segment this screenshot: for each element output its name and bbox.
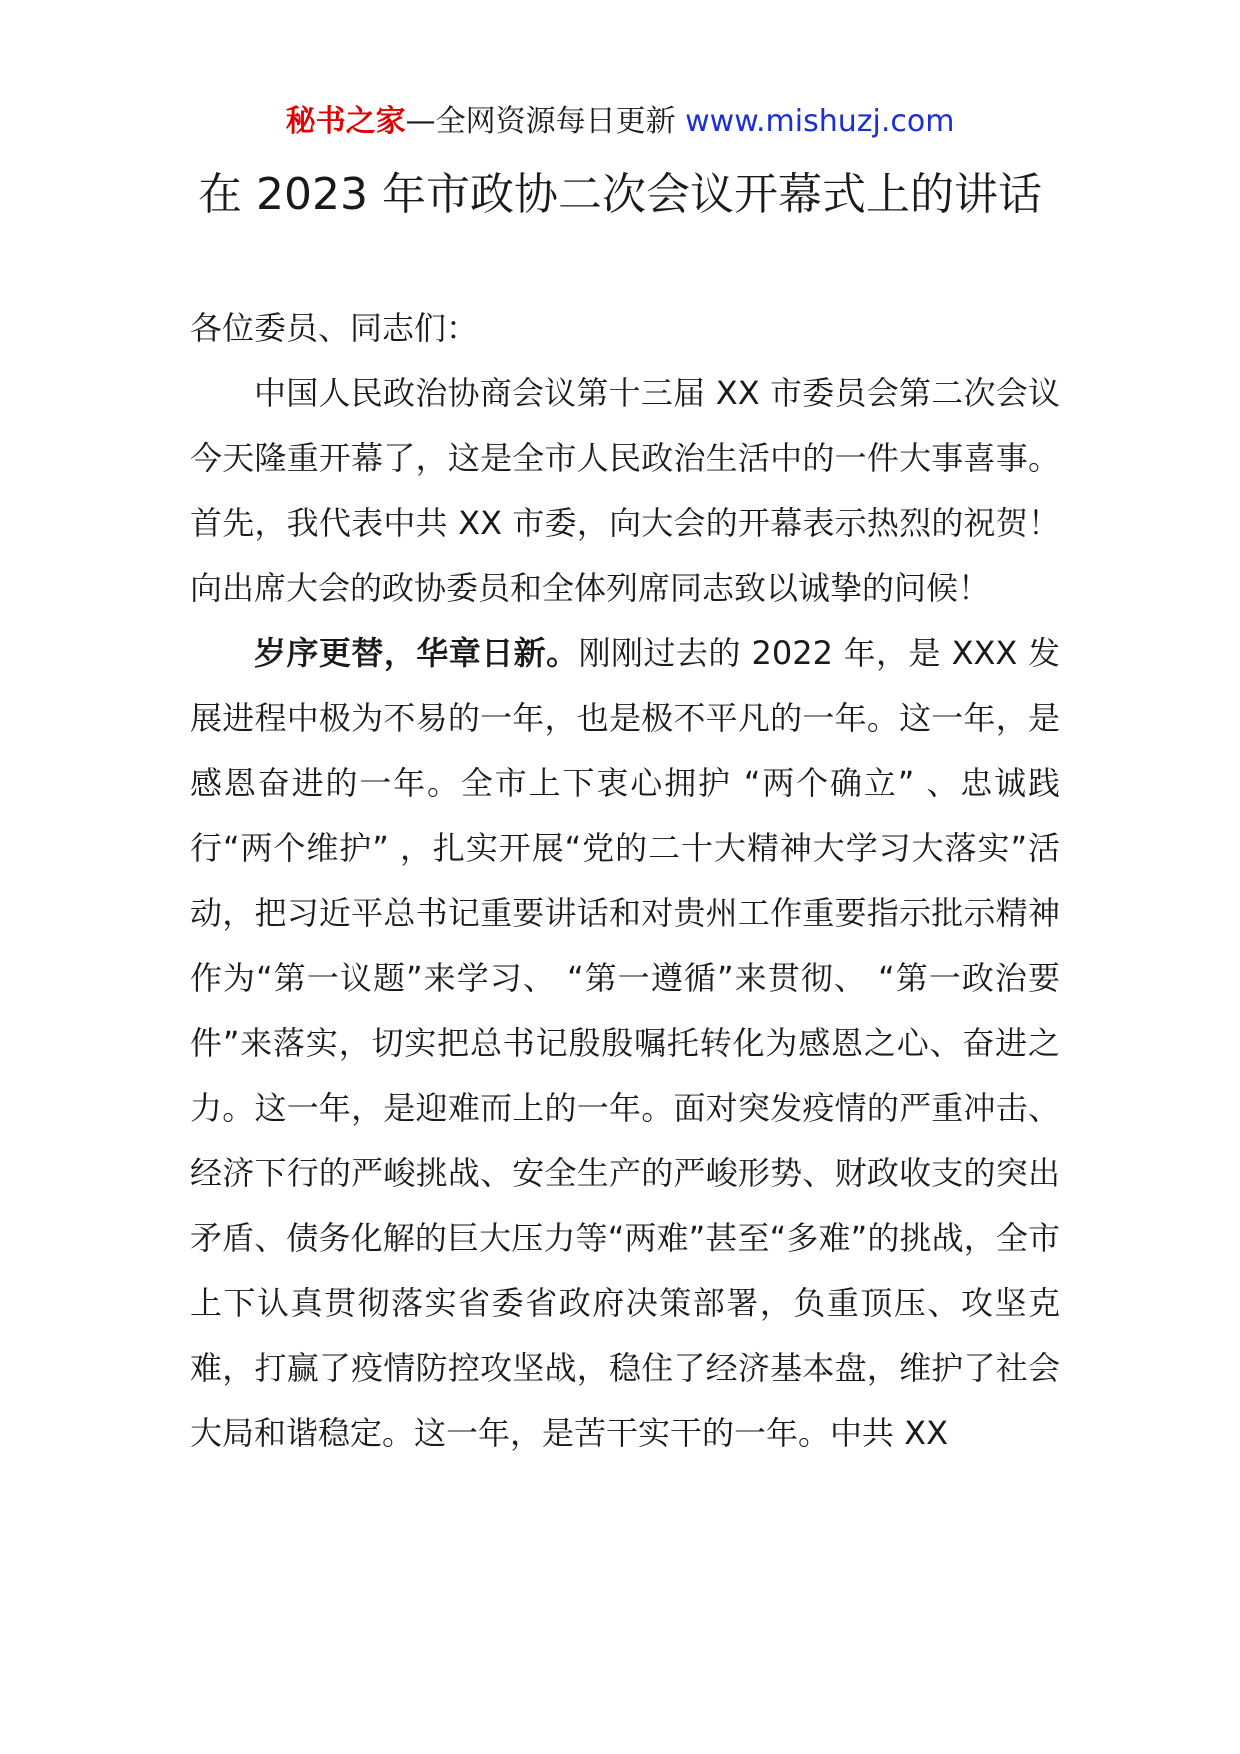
paragraph-lead-heading: 岁序更替，华章日新。 [254,634,579,672]
paragraph-opening: 中国人民政治协商会议第十三届 XX 市委员会第二次会议今天隆重开幕了，这是全市人民政治生活中的一件大事喜事。首先，我代表中共 XX 市委，向大会的开幕表示热烈的祝贺！向出席大会的政协委员和全体列席同志致以诚挚的问候！ [190,374,1060,607]
paragraph-review-text: 刚刚过去的 2022 年，是 XXX 发展进程中极为不易的一年，也是极不平凡的一年。这一年，是感恩奋进的一年。全市上下衷心拥护 “两个确立” 、忠诚践行“两个维护” ，扎实开展“党的二十大精神大学习大落实”活动，把习近平总书记重要讲话和对贵州工作重要指示批示精神作为“第一议题”来学习、 “第一遵循”来贯彻、 “第一政治要件”来落实，切实把总书记殷殷嘱托转化为感恩之心、奋进之力。这一年，是迎难而上的一年。面对突发疫情的严重冲击、经济下行的严峻挑战、安全生产的严峻形势、财政收支的突出矛盾、债务化解的巨大压力等“两难”甚至“多难”的挑战，全市上下认真贯彻落实省委省政府决策部署，负重顶压、攻坚克难，打赢了疫情防控攻坚战，稳住了经济基本盘，维护了社会大局和谐稳定。这一年，是苦干实干的一年。中共 XX [190,634,1060,1452]
brand-name: 秘书之家 [285,104,406,139]
header-tagline: —全网资源每日更新 [405,104,686,139]
paragraph-review [190,621,1060,1466]
document-body [190,296,1060,1466]
document-title: 在 2023 年市政协二次会议开幕式上的讲话 [198,169,1042,220]
site-url-link[interactable]: www.mishuzj.com [685,104,955,139]
site-header [0,102,1240,142]
salutation: 各位委员、同志们： [190,309,479,347]
